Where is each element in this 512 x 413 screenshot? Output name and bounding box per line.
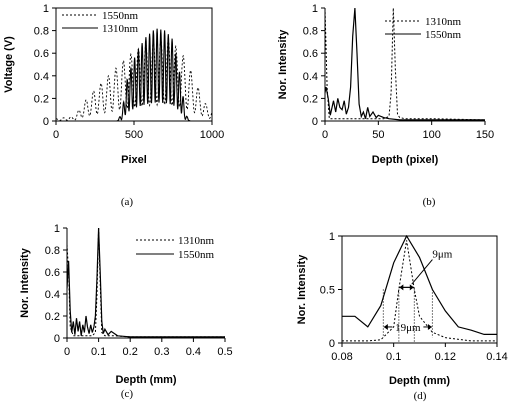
- panel-caption: (c): [120, 388, 134, 400]
- y-tick-label: 0.6: [33, 48, 49, 61]
- x-axis-label: Pixel: [121, 154, 147, 166]
- y-tick-label: 0.2: [33, 93, 49, 106]
- x-tick-label: 0.14: [486, 351, 508, 363]
- x-tick-label: 0.1: [386, 351, 402, 363]
- y-tick-label: 0.5: [319, 284, 335, 297]
- x-tick-label: 0: [52, 129, 60, 141]
- y-tick-label: 0.4: [33, 70, 49, 83]
- arrow-head: [384, 324, 388, 330]
- x-tick-label: 150: [475, 129, 495, 141]
- x-tick-label: 0.2: [122, 346, 138, 358]
- x-tick-label: 0: [63, 346, 71, 358]
- y-tick-label: 0.8: [302, 25, 318, 38]
- x-tick-label: 0.12: [434, 351, 457, 363]
- annotation-19um: 19μm: [395, 321, 421, 334]
- y-tick-label: 0.2: [44, 311, 60, 323]
- panel-a: [3, 3, 224, 208]
- x-tick-label: 0.5: [217, 346, 233, 358]
- y-tick-label: 0: [42, 116, 49, 128]
- y-tick-label: 0: [53, 333, 60, 345]
- x-tick-label: 500: [124, 129, 144, 141]
- legend-label: 1310nm: [178, 235, 215, 247]
- legend-label: 1550nm: [425, 29, 462, 41]
- y-axis-label: Voltage (V): [3, 36, 15, 93]
- annotation-9um: 9μm: [432, 248, 453, 261]
- x-axis-label: Depth (mm): [388, 375, 451, 387]
- y-axis-label: Nor. Intensity: [277, 29, 289, 100]
- y-tick-label: 1: [42, 3, 49, 15]
- y-tick-label: 0.8: [44, 245, 60, 257]
- y-tick-label: 1: [53, 223, 60, 235]
- legend-label: 1310nm: [425, 16, 462, 28]
- x-tick-label: 0.3: [154, 346, 170, 358]
- series-line-1310nm: [56, 29, 212, 121]
- x-axis-label: Depth (pixel): [371, 154, 439, 166]
- y-tick-label: 0.2: [302, 93, 318, 106]
- y-tick-label: 0.4: [44, 289, 60, 301]
- x-tick-label: 100: [422, 129, 441, 141]
- y-tick-label: 0.6: [302, 48, 318, 61]
- legend-label: 1550nm: [102, 10, 139, 22]
- y-tick-label: 1: [328, 231, 335, 243]
- legend-label: 1550nm: [178, 249, 215, 261]
- panel-caption: (d): [413, 390, 427, 402]
- legend-label: 1310nm: [102, 23, 139, 35]
- y-tick-label: 1: [311, 3, 318, 15]
- x-axis-label: Depth (mm): [115, 374, 177, 386]
- x-tick-label: 1000: [199, 129, 225, 141]
- x-tick-label: 0.4: [185, 346, 202, 358]
- x-tick-label: 0.1: [90, 346, 107, 358]
- y-axis-label: Nor. Intensity: [296, 254, 308, 325]
- panel-b: [277, 3, 494, 208]
- y-axis-label: Nor. Intensity: [19, 248, 31, 318]
- x-tick-label: 0.08: [331, 351, 353, 363]
- series-line-solid: [342, 236, 497, 334]
- x-tick-label: 0: [321, 129, 329, 141]
- y-tick-label: 0.6: [44, 267, 60, 279]
- arrow-head: [410, 284, 414, 290]
- arrow-head: [428, 324, 432, 330]
- y-tick-label: 0: [328, 338, 335, 350]
- panel-caption: (a): [120, 196, 134, 208]
- y-tick-label: 0: [311, 116, 318, 128]
- panel-caption: (b): [422, 196, 436, 208]
- panel-d: [296, 231, 508, 402]
- y-tick-label: 0.8: [33, 25, 49, 38]
- panel-c: [19, 223, 233, 400]
- x-tick-label: 50: [372, 129, 385, 141]
- y-tick-label: 0.4: [302, 70, 318, 83]
- arrow-head: [399, 284, 403, 290]
